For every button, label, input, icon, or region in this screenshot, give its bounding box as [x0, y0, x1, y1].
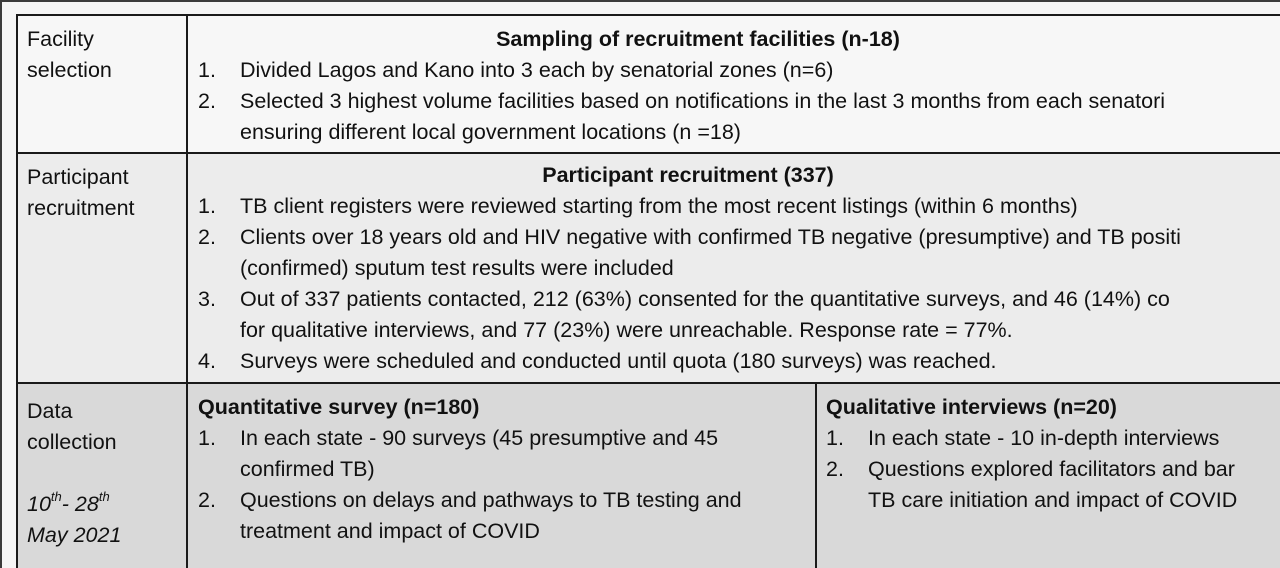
facility-list — [198, 55, 1280, 148]
list-item — [198, 423, 810, 485]
row-divider — [16, 152, 1280, 154]
label-line: collection — [27, 430, 117, 454]
item-text: Selected 3 highest volume facilities based on notifications in the last 3 months from each senatori — [240, 89, 1166, 113]
item-text: Out of 337 patients contacted, 212 (63%) consented for the quantitative surveys, and 46 (14%) co — [240, 287, 1170, 311]
label-line: Participant — [27, 165, 129, 189]
table-top-border — [16, 14, 1280, 16]
qualitative-list — [826, 423, 1280, 516]
section-title: Participant recruitment (337) — [542, 163, 834, 187]
section-title: Quantitative survey (n=180) — [198, 395, 480, 419]
item-number: 2. — [198, 89, 216, 113]
item-number: 2. — [198, 488, 216, 512]
item-number: 3. — [198, 287, 216, 311]
item-text: TB care initiation and impact of COVID — [868, 488, 1238, 512]
item-text: Divided Lagos and Kano into 3 each by senatorial zones (n=6) — [240, 58, 834, 82]
item-number: 1. — [198, 426, 216, 450]
list-item — [198, 284, 1280, 346]
row-label-data-collection — [18, 390, 186, 551]
list-item — [198, 222, 1280, 284]
date-end: 28 — [74, 492, 99, 516]
item-number: 4. — [198, 349, 216, 373]
list-item — [826, 454, 1280, 516]
recruitment-list — [198, 191, 1280, 377]
collection-dates — [27, 489, 186, 520]
row-label-facility-selection — [18, 18, 186, 86]
quantitative-list — [198, 423, 810, 547]
column-divider — [815, 384, 817, 568]
date-start: 10 — [27, 492, 51, 516]
item-number: 1. — [198, 58, 216, 82]
item-number: 2. — [826, 457, 844, 481]
item-number: 1. — [198, 194, 216, 218]
item-text: Questions explored facilitators and bar — [868, 457, 1235, 481]
ordinal-suffix: th — [98, 488, 110, 504]
row-label-participant-recruitment — [18, 156, 186, 224]
section-title: Sampling of recruitment facilities (n-18) — [496, 27, 900, 51]
item-text: confirmed TB) — [240, 457, 375, 481]
label-line: Data — [27, 399, 73, 423]
item-text: (confirmed) sputum test results were included — [240, 256, 674, 280]
item-text: Surveys were scheduled and conducted until quota (180 surveys) was reached. — [240, 349, 997, 373]
list-item — [198, 86, 1280, 148]
recruitment-content — [198, 160, 1280, 377]
label-line: Facility — [27, 27, 94, 51]
row-divider — [16, 382, 1280, 384]
section-title: Qualitative interviews (n=20) — [826, 395, 1117, 419]
item-number: 2. — [198, 225, 216, 249]
list-item — [198, 55, 1280, 86]
item-text: TB client registers were reviewed starting from the most recent listings (within 6 months) — [240, 194, 1078, 218]
qualitative-interviews-content — [826, 392, 1280, 516]
item-text: In each state - 10 in-depth interviews — [868, 426, 1220, 450]
list-item — [826, 423, 1280, 454]
item-text: In each state - 90 surveys (45 presumptive and 45 — [240, 426, 719, 450]
ordinal-suffix: th — [50, 488, 62, 504]
label-line: selection — [27, 58, 112, 82]
list-item — [198, 191, 1280, 222]
list-item — [198, 346, 1280, 377]
item-text: ensuring different local government locations (n =18) — [240, 120, 741, 144]
date-separator: - — [61, 492, 75, 516]
collection-month: May 2021 — [27, 523, 122, 547]
quantitative-survey-content — [198, 392, 810, 547]
facility-content — [198, 24, 1280, 148]
list-item — [198, 485, 810, 547]
item-number: 1. — [826, 426, 844, 450]
item-text: for qualitative interviews, and 77 (23%) were unreachable. Response rate = 77%. — [240, 318, 1013, 342]
item-text: Questions on delays and pathways to TB testing and — [240, 488, 742, 512]
label-line: recruitment — [27, 196, 135, 220]
column-divider — [186, 14, 188, 568]
item-text: treatment and impact of COVID — [240, 519, 540, 543]
item-text: Clients over 18 years old and HIV negative with confirmed TB negative (presumptive) and TB positi — [240, 225, 1181, 249]
